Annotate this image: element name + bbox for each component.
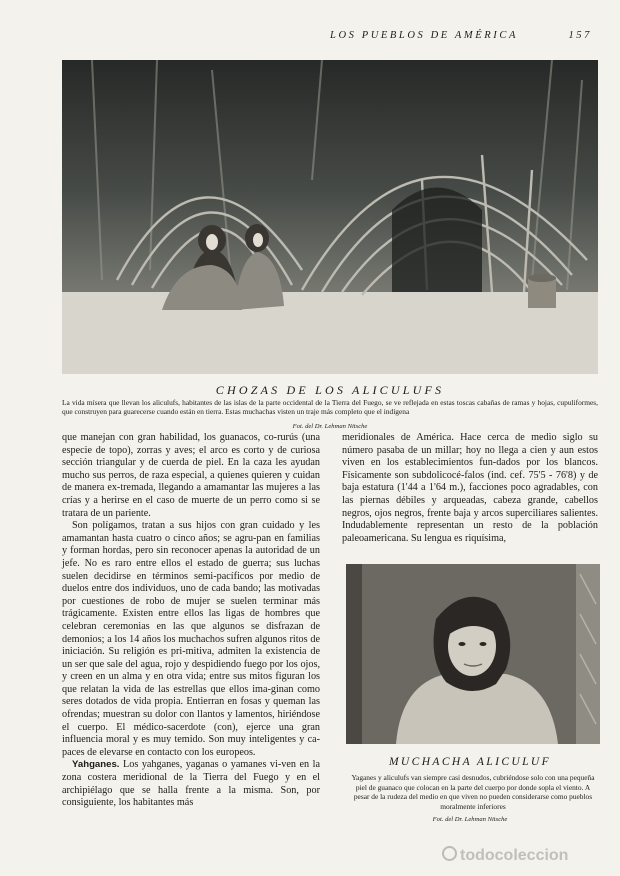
right-paragraph: meridionales de América. Hace cerca de medio siglo su número pasaba de un millar; hoy no llega a cien y aun estos viven en los establecimientos fun-dados por los blancos. Físicamente son subdolicocé-falos (ind. cef. 75'5 - 76'8) y de baja estatura (1'44 a 1'64 m.), facciones poco agradables, con las piernas débiles y arqueadas, cabeza grande, cabellos negros, ojos negros, frente baja y arcos superciliares salientes. Indudablemente representan un resto de la población paleoamericana. Su lengua es riquísima,: [342, 432, 598, 544]
page-number: 157: [568, 30, 592, 41]
right-column: [342, 432, 598, 545]
yahganes-text: Los yahganes, yaganas o yamanes vi-ven en la zona costera meridional de la Tierra del Fuego y en el archipiélago que se halla frente a la misma. Son, por consiguiente, los habitantes más: [62, 759, 320, 809]
huts-photo-credit: Fot. del Dr. Lehman Nitsche: [292, 423, 368, 430]
huts-photo-title: CHOZAS DE LOS ALICULUFS: [215, 383, 445, 397]
running-title: LOS PUEBLOS DE AMÉRICA: [330, 30, 518, 41]
logo-circle-icon: [442, 846, 457, 861]
huts-photo: [62, 60, 598, 374]
girl-photo: [346, 564, 600, 744]
running-header: [330, 30, 592, 41]
girl-photo-caption: Yaganes y aliculufs van siempre casi desnudos, cubriéndose solo con una pequeña piel de guanaco que colocan en la parte del cuerpo por donde sopla el viento. A pesar de la rudeza del medio en que viven no pueden considerarse como pueblos moralmente inferiores: [351, 773, 595, 811]
left-paragraph: que manejan con gran habilidad, los guanacos, co-rurús (una especie de topo), zorras y aves; el arco es corto y de curiosa sección triangular y de cuerda de piel. En la caza les ayudan mucho sus perros, de raza especial, a quienes quieren y cuidan de manera ex-tremada, llegando a amamantar las mujeres a las crías y a herirse en el caso de muerte de un perro como si se tratara de un pariente.: [62, 432, 320, 519]
watermark: [442, 846, 612, 865]
huts-photo-illustration: [62, 60, 598, 374]
huts-photo-caption: La vida mísera que llevan los aliculufs, habitantes de las islas de la parte occidental de la Tierra del Fuego, se ve reflejada en estas toscas cabañas de ramas y hojas, cupuliformes, que construyen para guarecerse cuando están en tierra. Estas muchachas visten un traje más completo que el indígena: [62, 398, 598, 417]
watermark-text: todocoleccion: [460, 847, 569, 864]
yahganes-heading: Yahganes.: [72, 759, 120, 771]
girl-photo-credit: Fot. del Dr. Lehman Nitsche: [432, 816, 508, 823]
girl-photo-illustration: [346, 564, 600, 744]
left-paragraph: Son polígamos, tratan a sus hijos con gran cuidado y les amamantan hasta cuatro o cinco años; se agru-pan en familias y forman hordas, pero sin reconocer apenas la autoridad de un jefe. No es raro entre ellos el estado de guerra; sus luchas suelen decidirse en términos semi-pacíficos por medio de duelos entre dos individuos, uno de cada bando; las motivadas por cuestiones de robo de mujer se suelen terminar más trágicamente. Existen entre ellos las ligas de hombres que celebran ceremonias en las que algunos se disfrazan de demonios; a los 14 años los muchachos sufren algunos ritos de iniciación. Su religión es pri-mitiva, admiten la existencia de un ser que sale del agua, rojo y despidiendo fuego por los ojos, y creen en un alma y en otra vida; entre sus mitos figuran los que relatan la vida de las estrellas que ellos ima-ginan como seres dotados de vida propia. Entierran en fosas y queman las ofrendas; muestran su dolor con llantos y lamentos, hiriéndose el cuerpo. El médico-sacerdote (con), ejerce una gran influencia moral y es muy temido. Son muy inteligentes y ca-paces de elevarse en contacto con los europeos.: [62, 520, 320, 758]
yahganes-paragraph: [62, 759, 320, 809]
left-column: [62, 432, 320, 810]
girl-photo-title: MUCHACHA ALICULUF: [388, 756, 552, 768]
